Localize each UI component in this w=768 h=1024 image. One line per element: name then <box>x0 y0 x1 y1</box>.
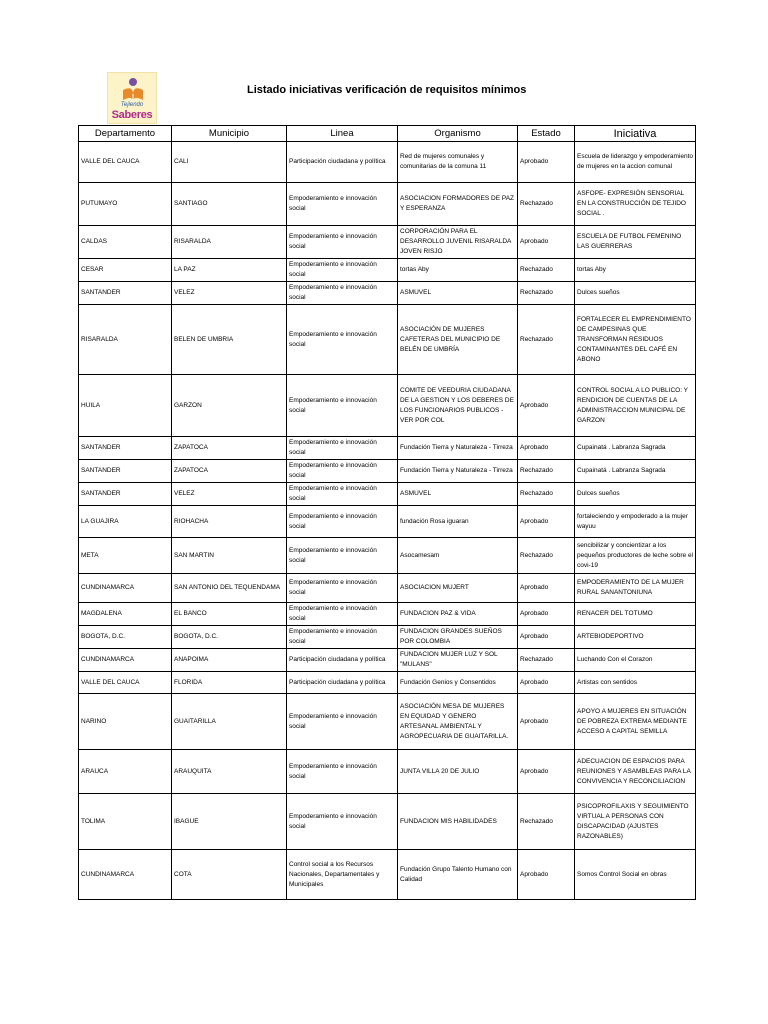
cell-linea: Empoderamiento e innovación social <box>287 538 398 574</box>
cell-municipio: RISARALDA <box>172 226 287 259</box>
cell-estado: Rechazado <box>518 483 575 506</box>
cell-departamento: SANTANDER <box>79 483 172 506</box>
cell-estado: Rechazado <box>518 183 575 226</box>
cell-estado: Aprobado <box>518 694 575 750</box>
table-row <box>79 375 696 437</box>
cell-departamento: VALLE DEL CAUCA <box>79 672 172 694</box>
cell-municipio: ZAPATOCA <box>172 437 287 460</box>
page-title: Listado iniciativas verificación de requisitos mínimos <box>247 84 527 96</box>
cell-municipio: BELEN DE UMBRIA <box>172 305 287 375</box>
table-row <box>79 750 696 794</box>
cell-municipio: COTA <box>172 850 287 900</box>
table-row <box>79 483 696 506</box>
cell-linea: Empoderamiento e innovación social <box>287 794 398 850</box>
cell-organismo: FUNDACION MIS HABILIDADES <box>398 794 518 850</box>
cell-departamento: LA GUAJIRA <box>79 506 172 538</box>
cell-iniciativa: Cupainatá . Labranza Sagrada <box>575 460 696 483</box>
cell-municipio: CALI <box>172 142 287 183</box>
cell-iniciativa: Dulces sueños <box>575 483 696 506</box>
cell-linea: Empoderamiento e innovación social <box>287 483 398 506</box>
cell-organismo: Fundación Tierra y Naturaleza - Tirreza <box>398 437 518 460</box>
cell-estado: Rechazado <box>518 538 575 574</box>
cell-linea: Empoderamiento e innovación social <box>287 305 398 375</box>
cell-departamento: CALDAS <box>79 226 172 259</box>
cell-departamento: MAGDALENA <box>79 603 172 626</box>
cell-iniciativa: Dulces sueños <box>575 282 696 305</box>
cell-organismo: FUNDACION GRANDES SUEÑOS POR COLOMBIA <box>398 626 518 649</box>
header-iniciativa: Iniciativa <box>575 126 696 142</box>
cell-iniciativa: Luchando Con el Corazon <box>575 649 696 672</box>
cell-municipio: LA PAZ <box>172 259 287 282</box>
table-row <box>79 538 696 574</box>
cell-departamento: NARINO <box>79 694 172 750</box>
logo-line1: Tejiendo <box>120 102 144 108</box>
table-row <box>79 460 696 483</box>
cell-iniciativa: EMPODERAMIENTO DE LA MUJER RURAL SANANTONIUNA <box>575 574 696 603</box>
cell-iniciativa: FORTALECER EL EMPRENDIMIENTO DE CAMPESINAS QUE TRANSFORMAN RESIDUOS CONTAMINANTES DEL CAFÉ EN ABONO <box>575 305 696 375</box>
table-row <box>79 626 696 649</box>
cell-iniciativa: ASFOPE- EXPRESIÓN SENSORIAL EN LA CONSTRUCCIÓN DE TEJIDO SOCIAL . <box>575 183 696 226</box>
cell-estado: Aprobado <box>518 226 575 259</box>
logo-line2: Saberes <box>111 109 153 121</box>
cell-estado: Aprobado <box>518 850 575 900</box>
cell-organismo: tortas Aby <box>398 259 518 282</box>
cell-linea: Empoderamiento e innovación social <box>287 626 398 649</box>
cell-estado: Rechazado <box>518 282 575 305</box>
cell-organismo: Red de mujeres comunales y comunitarias de la comuna 11 <box>398 142 518 183</box>
cell-organismo: COMITE DE VEEDURIA CIUDADANA DE LA GESTION Y LOS DEBERES DE LOS FUNCIONARIOS PUBLICOS - VER POR COL <box>398 375 518 437</box>
cell-municipio: RIOHACHA <box>172 506 287 538</box>
initiatives-table <box>78 125 696 900</box>
cell-organismo: Fundación Tierra y Naturaleza - Tirreza <box>398 460 518 483</box>
table-row <box>79 603 696 626</box>
cell-iniciativa: CONTROL SOCIAL A LO PUBLICO: Y RENDICION DE CUENTAS DE LA ADMINISTRACCION MUNICIPAL DE GARZON <box>575 375 696 437</box>
cell-linea: Empoderamiento e innovación social <box>287 226 398 259</box>
cell-linea: Empoderamiento e innovación social <box>287 694 398 750</box>
cell-municipio: VELEZ <box>172 282 287 305</box>
table-row <box>79 649 696 672</box>
cell-estado: Aprobado <box>518 672 575 694</box>
cell-iniciativa: ESCUELA DE FUTBOL FEMENINO LAS GUERRERAS <box>575 226 696 259</box>
table-header-row <box>79 126 696 142</box>
cell-municipio: GUAITARILLA <box>172 694 287 750</box>
cell-iniciativa: Escuela de liderazgo y empoderamiento de mujeres en la accion comunal <box>575 142 696 183</box>
cell-departamento: ARAUCA <box>79 750 172 794</box>
cell-departamento: CUNDINAMARCA <box>79 649 172 672</box>
cell-linea: Empoderamiento e innovación social <box>287 750 398 794</box>
cell-municipio: BOGOTA, D.C. <box>172 626 287 649</box>
cell-organismo: ASOCIACION MUJERT <box>398 574 518 603</box>
table-row <box>79 850 696 900</box>
cell-municipio: GARZON <box>172 375 287 437</box>
cell-municipio: VELEZ <box>172 483 287 506</box>
cell-linea: Participación ciudadana y política <box>287 672 398 694</box>
cell-organismo: ASOCIACIÓN DE MUJERES CAFETERAS DEL MUNICIPIO DE BELÉN DE UMBRÍA <box>398 305 518 375</box>
cell-estado: Rechazado <box>518 460 575 483</box>
cell-departamento: CUNDINAMARCA <box>79 850 172 900</box>
cell-linea: Empoderamiento e innovación social <box>287 603 398 626</box>
table-row <box>79 142 696 183</box>
cell-estado: Aprobado <box>518 603 575 626</box>
cell-municipio: FLORIDA <box>172 672 287 694</box>
cell-organismo: CORPORACIÓN PARA EL DESARROLLO JUVENIL RISARALDA JOVEN RISJO <box>398 226 518 259</box>
cell-estado: Aprobado <box>518 750 575 794</box>
cell-organismo: fundación Rosa iguaran <box>398 506 518 538</box>
cell-organismo: Fundación Grupo Talento Humano con Calidad <box>398 850 518 900</box>
table-row <box>79 305 696 375</box>
cell-municipio: ZAPATOCA <box>172 460 287 483</box>
cell-estado: Rechazado <box>518 305 575 375</box>
header-organismo: Organismo <box>398 126 518 142</box>
cell-organismo: Fundación Genios y Consentidos <box>398 672 518 694</box>
cell-departamento: SANTANDER <box>79 282 172 305</box>
cell-organismo: FUNDACION MUJER LUZ Y SOL "MULANS" <box>398 649 518 672</box>
cell-municipio: SANTIAGO <box>172 183 287 226</box>
cell-estado: Aprobado <box>518 626 575 649</box>
cell-organismo: JUNTA VILLA 20 DE JULIO <box>398 750 518 794</box>
cell-departamento: SANTANDER <box>79 460 172 483</box>
cell-estado: Aprobado <box>518 506 575 538</box>
table-row <box>79 694 696 750</box>
cell-iniciativa: RENACER DEL TOTUMO <box>575 603 696 626</box>
cell-estado: Aprobado <box>518 375 575 437</box>
cell-municipio: EL BANCO <box>172 603 287 626</box>
cell-departamento: SANTANDER <box>79 437 172 460</box>
cell-iniciativa: Cupainatá . Labranza Sagrada <box>575 437 696 460</box>
cell-iniciativa: APOYO A MUJERES EN SITUACIÓN DE POBREZA EXTREMA MEDIANTE ACCESO A CAPITAL SEMILLA <box>575 694 696 750</box>
open-book-icon <box>121 76 145 102</box>
cell-iniciativa: ARTEBIODEPORTIVO <box>575 626 696 649</box>
table-row <box>79 794 696 850</box>
cell-municipio: ANAPOIMA <box>172 649 287 672</box>
header-departamento: Departamento <box>79 126 172 142</box>
cell-iniciativa: tortas Aby <box>575 259 696 282</box>
header-linea: Linea <box>287 126 398 142</box>
cell-organismo: ASOCIACION FORMADORES DE PAZ Y ESPERANZA <box>398 183 518 226</box>
cell-iniciativa: Somos Control Social en obras <box>575 850 696 900</box>
cell-linea: Control social a los Recursos Nacionales, Departamentales y Municipales <box>287 850 398 900</box>
cell-departamento: RISARALDA <box>79 305 172 375</box>
table-row <box>79 574 696 603</box>
cell-linea: Participación ciudadana y política <box>287 142 398 183</box>
cell-municipio: ARAUQUITA <box>172 750 287 794</box>
table-row <box>79 282 696 305</box>
cell-departamento: BOGOTA, D.C. <box>79 626 172 649</box>
cell-organismo: ASMUVEL <box>398 282 518 305</box>
cell-departamento: META <box>79 538 172 574</box>
cell-departamento: HUILA <box>79 375 172 437</box>
cell-organismo: ASOCIACIÓN MESA DE MUJERES EN EQUIDAD Y GENERO ARTESANAL AMBIENTAL Y AGROPECUARIA DE GUAITARILLA. <box>398 694 518 750</box>
cell-linea: Empoderamiento e innovación social <box>287 437 398 460</box>
cell-estado: Rechazado <box>518 649 575 672</box>
cell-estado: Aprobado <box>518 437 575 460</box>
cell-departamento: VALLE DEL CAUCA <box>79 142 172 183</box>
tejiendo-saberes-logo <box>107 72 157 124</box>
cell-iniciativa: PSICOPROFILAXIS Y SEGUIMIENTO VIRTUAL A PERSONAS CON DISCAPACIDAD (AJUSTES RAZONABLES) <box>575 794 696 850</box>
header-municipio: Municipio <box>172 126 287 142</box>
cell-departamento: CESAR <box>79 259 172 282</box>
cell-iniciativa: fortaleciendo y empoderado a la mujer wayuu <box>575 506 696 538</box>
cell-departamento: CUNDINAMARCA <box>79 574 172 603</box>
cell-municipio: SAN ANTONIO DEL TEQUENDAMA <box>172 574 287 603</box>
cell-organismo: ASMUVEL <box>398 483 518 506</box>
cell-departamento: PUTUMAYO <box>79 183 172 226</box>
cell-estado: Aprobado <box>518 574 575 603</box>
cell-estado: Aprobado <box>518 142 575 183</box>
cell-linea: Empoderamiento e innovación social <box>287 460 398 483</box>
header-estado: Estado <box>518 126 575 142</box>
table-row <box>79 672 696 694</box>
cell-iniciativa: Artistas con sentidos <box>575 672 696 694</box>
cell-linea: Empoderamiento e innovación social <box>287 183 398 226</box>
cell-organismo: Asocamesam <box>398 538 518 574</box>
cell-linea: Empoderamiento e innovación social <box>287 375 398 437</box>
cell-iniciativa: sencibilizar y concientizar a los pequeños productores de leche sobre el covi-19 <box>575 538 696 574</box>
cell-municipio: IBAGUE <box>172 794 287 850</box>
cell-linea: Empoderamiento e innovación social <box>287 259 398 282</box>
table-row <box>79 226 696 259</box>
table-row <box>79 437 696 460</box>
table-row <box>79 183 696 226</box>
cell-organismo: FUNDACION PAZ & VIDA <box>398 603 518 626</box>
cell-linea: Empoderamiento e innovación social <box>287 574 398 603</box>
table-row <box>79 506 696 538</box>
cell-linea: Empoderamiento e innovación social <box>287 506 398 538</box>
cell-estado: Rechazado <box>518 794 575 850</box>
cell-departamento: TOLIMA <box>79 794 172 850</box>
table-row <box>79 259 696 282</box>
cell-estado: Rechazado <box>518 259 575 282</box>
cell-linea: Participación ciudadana y política <box>287 649 398 672</box>
cell-linea: Empoderamiento e innovación social <box>287 282 398 305</box>
cell-iniciativa: ADECUACION DE ESPACIOS PARA REUNIONES Y ASAMBLEAS PARA LA CONVIVENCIA Y RECONCILIACION <box>575 750 696 794</box>
cell-municipio: SAN MARTIN <box>172 538 287 574</box>
